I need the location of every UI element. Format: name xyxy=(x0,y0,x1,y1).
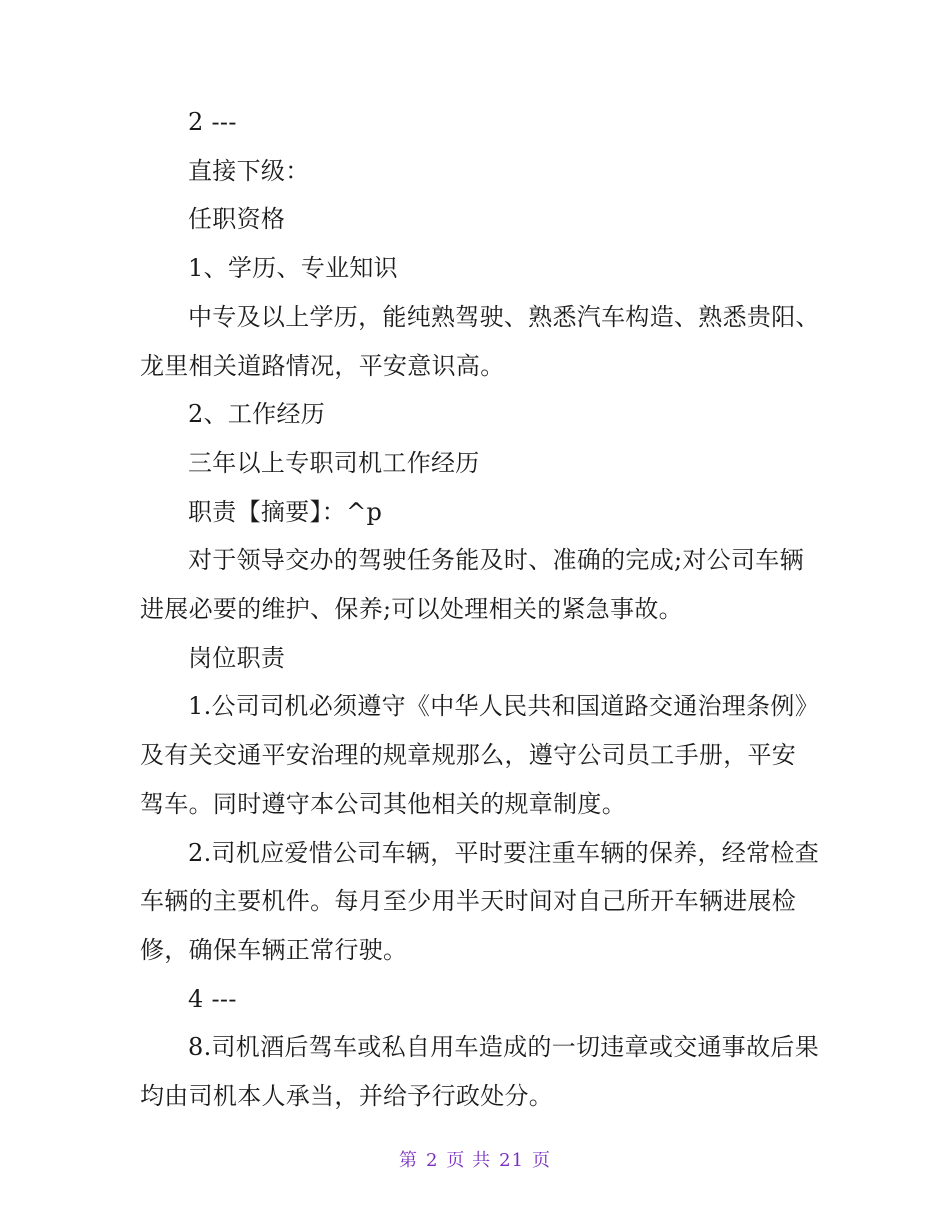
direct-subordinate-label: 直接下级： xyxy=(188,156,310,185)
responsibility-item-1: 1.公司司机必须遵守《中华人民共和国道路交通治理条例》及有关交通平安治理的规章规那么，遵守公司员工手册，平安驾车。同时遵守本公司其他相关的规章制度。 xyxy=(140,692,819,818)
footer-page-number: 2 xyxy=(425,1150,439,1171)
page-marker-4: 4 --- xyxy=(188,984,237,1013)
footer-middle: 页 共 xyxy=(446,1150,492,1171)
responsibility-item-2: 2.司机应爱惜公司车辆，平时要注重车辆的保养，经常检查车辆的主要机件。每月至少用半天时间对自己所开车辆进展检修，确保车辆正常行驶。 xyxy=(140,838,819,964)
education-heading: 1、学历、专业知识 xyxy=(188,254,398,283)
duties-summary-heading: 职责【摘要】：^p xyxy=(188,497,383,526)
experience-heading: 2、工作经历 xyxy=(188,400,326,429)
experience-text: 三年以上专职司机工作经历 xyxy=(188,448,480,477)
footer-suffix: 页 xyxy=(532,1150,552,1171)
responsibilities-heading: 岗位职责 xyxy=(188,643,286,672)
document-body xyxy=(140,98,820,1121)
footer-total-pages: 21 xyxy=(499,1150,525,1171)
footer-prefix: 第 xyxy=(398,1150,418,1171)
page-marker-2: 2 --- xyxy=(188,108,237,136)
qualifications-heading: 任职资格 xyxy=(188,205,286,234)
page-footer xyxy=(0,1148,950,1174)
education-text: 中专及以上学历，能纯熟驾驶、熟悉汽车构造、熟悉贵阳、龙里相关道路情况，平安意识高。 xyxy=(140,302,820,380)
duties-summary-text: 对于领导交办的驾驶任务能及时、准确的完成;对公司车辆进展必要的维护、保养;可以处理相关的紧急事故。 xyxy=(140,546,804,624)
responsibility-item-8: 8.司机酒后驾车或私自用车造成的一切违章或交通事故后果均由司机本人承当，并给予行政处分。 xyxy=(140,1033,819,1111)
